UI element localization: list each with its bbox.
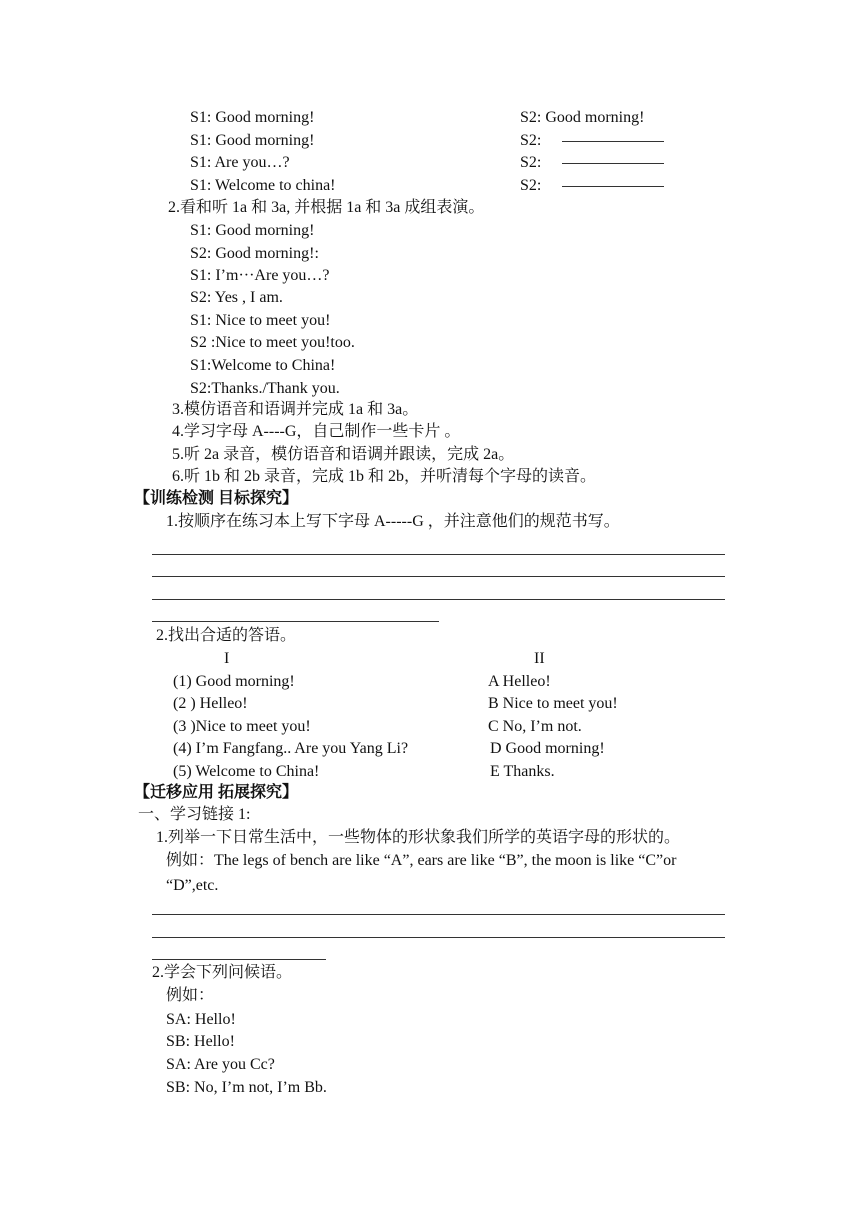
training-question-2: 2.找出合适的答语。 — [156, 627, 297, 644]
answer-blank — [562, 141, 664, 142]
match-item-left: (3 )Nice to meet you! — [173, 718, 311, 735]
match-item-right: A Helleo! — [488, 673, 551, 690]
match-item-left: (5) Welcome to China! — [173, 763, 320, 780]
match-item-right: C No, I’m not. — [488, 718, 582, 735]
writing-line — [152, 937, 725, 938]
dialog1-s1-line: S1: Good morning! — [190, 109, 315, 126]
match-item-left: (4) I’m Fangfang.. Are you Yang Li? — [173, 740, 409, 757]
example-sentence: 例如：The legs of bench are like “A”, ears are like “B”, the moon is like “C”or — [166, 852, 677, 869]
writing-line — [152, 554, 725, 555]
step2-line: S1: I’m···Are you…? — [190, 267, 330, 284]
writing-line — [152, 576, 725, 577]
step-item: 3.模仿语音和语调并完成 1a 和 3a。 — [172, 401, 419, 418]
dialog1-s2-line: S2: — [520, 177, 542, 194]
step2-line: S2: Good morning!: — [190, 245, 319, 262]
match-item-right: D Good morning! — [490, 740, 605, 757]
transfer-question-1: 1.列举一下日常生活中，一些物体的形状象我们所学的英语字母的形状的。 — [156, 829, 681, 846]
step2-line: S2: Yes , I am. — [190, 289, 283, 306]
column-heading-i: I — [224, 650, 230, 667]
greeting-line: SA: Hello! — [166, 1011, 236, 1028]
step2-line: S1:Welcome to China! — [190, 357, 336, 374]
step2-line: S2 :Nice to meet you!too. — [190, 334, 355, 351]
dialog1-s1-line: S1: Good morning! — [190, 132, 315, 149]
step-item: 4.学习字母 A----G，自己制作一些卡片 。 — [172, 423, 461, 440]
dialog1-s2-line: S2: — [520, 154, 542, 171]
writing-line — [152, 621, 439, 622]
writing-line — [152, 599, 725, 600]
writing-line — [152, 914, 725, 915]
answer-blank — [562, 163, 664, 164]
example-sentence-cont: “D”,etc. — [166, 877, 219, 894]
match-item-right: E Thanks. — [490, 763, 555, 780]
greeting-line: SA: Are you Cc? — [166, 1056, 275, 1073]
step2-line: S2:Thanks./Thank you. — [190, 380, 340, 397]
match-item-left: (2 ) Helleo! — [173, 695, 248, 712]
dialog1-s1-line: S1: Welcome to china! — [190, 177, 336, 194]
column-heading-ii: II — [534, 650, 545, 667]
dialog1-s2-line: S2: Good morning! — [520, 109, 645, 126]
section-heading-training: 【训练检测 目标探究】 — [134, 490, 299, 507]
answer-blank — [562, 186, 664, 187]
learning-link: 一、学习链接 1: — [138, 806, 251, 823]
example-label: 例如： — [166, 987, 215, 1004]
step-item: 5.听 2a 录音，模仿语音和语调并跟读，完成 2a。 — [172, 446, 515, 463]
step2-line: S1: Nice to meet you! — [190, 312, 331, 329]
step-item: 6.听 1b 和 2b 录音，完成 1b 和 2b，并听清每个字母的读音。 — [172, 468, 597, 485]
section-heading-transfer: 【迁移应用 拓展探究】 — [134, 784, 299, 801]
greeting-line: SB: Hello! — [166, 1033, 235, 1050]
transfer-question-2: 2.学会下列问候语。 — [152, 964, 293, 981]
dialog1-s2-line: S2: — [520, 132, 542, 149]
step2-title: 2.看和听 1a 和 3a, 并根据 1a 和 3a 成组表演。 — [168, 199, 485, 216]
step2-line: S1: Good morning! — [190, 222, 315, 239]
dialog1-s1-line: S1: Are you…? — [190, 154, 290, 171]
training-question-1: 1.按顺序在练习本上写下字母 A-----G ，并注意他们的规范书写。 — [166, 513, 620, 530]
match-item-right: B Nice to meet you! — [488, 695, 618, 712]
writing-line — [152, 959, 326, 960]
greeting-line: SB: No, I’m not, I’m Bb. — [166, 1079, 327, 1096]
match-item-left: (1) Good morning! — [173, 673, 295, 690]
